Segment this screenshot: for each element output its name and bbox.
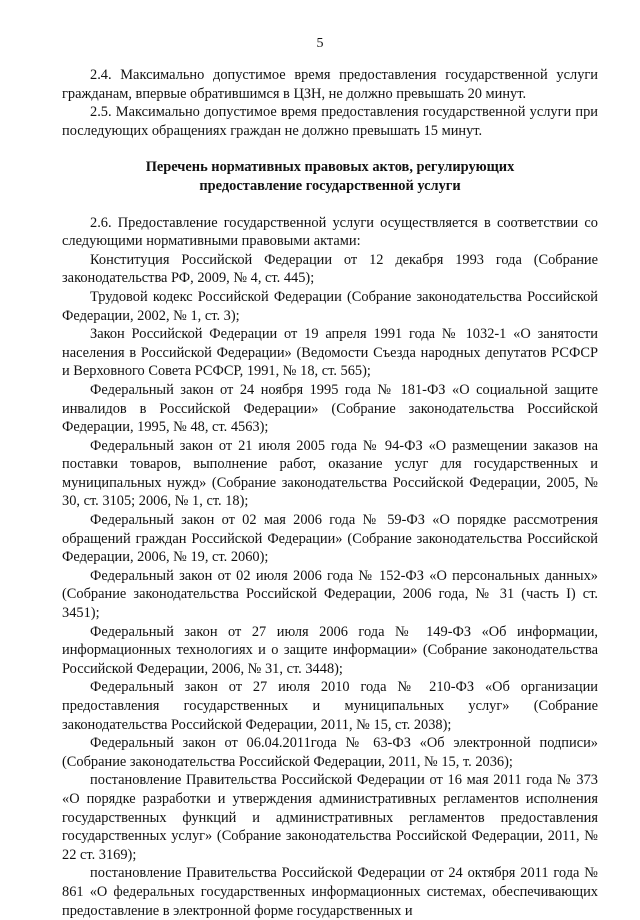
paragraph-2-4: 2.4. Максимально допустимое время предоставления государственной услуги гражданам, впервые обратившимся в ЦЗН, не должно превышать 20 минут.: [62, 67, 598, 102]
legal-act-information-law: Федеральный закон от 27 июля 2006 года № 149-ФЗ «Об информации, информационных технологиях и о защите информации» (Собрание законодательства Российской Федерации, 2006, № 31, ст. 3448);: [62, 623, 598, 677]
section-heading: [62, 158, 598, 195]
legal-act-citizen-appeals-law: Федеральный закон от 02 мая 2006 года № 59-ФЗ «О порядке рассмотрения обращений граждан Российской Федерации» (Собрание законодательства Российской Федерации, 2006, № 19, ст. 2060);: [62, 512, 598, 566]
page-number: 5: [316, 36, 324, 51]
legal-act-resolution-373: постановление Правительства Российской Федерации от 16 мая 2011 года № 373 «О порядке разработки и утверждения административных регламентов исполнения государственных функций и административных регламентов предоставления государственных услуг» (Собрание законодательства Российской Федерации, 2011, № 22 ст. 3169);: [62, 772, 598, 863]
document-body: [62, 66, 598, 920]
section-heading-line-2: предоставление государственной услуги: [199, 177, 461, 194]
legal-act-resolution-861: постановление Правительства Российской Федерации от 24 октября 2011 года № 861 «О федеральных государственных информационных системах, обеспечивающих предоставление в электронной форме государственных и: [62, 865, 598, 919]
legal-act-employment-law: Закон Российской Федерации от 19 апреля 1991 года № 1032-1 «О занятости населения в Российской Федерации» (Ведомости Съезда народных депутатов РСФСР и Верховного Совета РСФСР, 1991, № 18, ст. 565);: [62, 326, 598, 380]
legal-act-disability-law: Федеральный закон от 24 ноября 1995 года № 181-ФЗ «О социальной защите инвалидов в Российской Федерации» (Собрание законодательства Российской Федерации, 1995, № 48, ст. 4563);: [62, 381, 598, 436]
legal-act-procurement-law: Федеральный закон от 21 июля 2005 года № 94-ФЗ «О размещении заказов на поставки товаров, выполнение работ, оказание услуг для государственных и муниципальных нужд» (Собрание законодательства Российской Федерации, 2005, № 30, ст. 3105; 2006, № 1, ст. 18);: [62, 437, 598, 510]
section-heading-line-1: Перечень нормативных правовых актов, регулирующих: [145, 159, 515, 176]
paragraph-2-6: 2.6. Предоставление государственной услуги осуществляется в соответствии со следующими нормативными правовыми актами:: [62, 214, 598, 250]
paragraph-2-5: 2.5. Максимально допустимое время предоставления государственной услуги при последующих обращениях граждан не должно превышать 15 минут.: [62, 104, 598, 139]
legal-act-public-services-law: Федеральный закон от 27 июля 2010 года № 210-ФЗ «Об организации предоставления государственных и муниципальных услуг» (Собрание законодательства Российской Федерации, 2011, № 15, ст. 2038);: [62, 679, 598, 733]
legal-act-constitution: Конституция Российской Федерации от 12 декабря 1993 года (Собрание законодательства РФ, 2009, № 4, ст. 445);: [62, 251, 598, 287]
legal-act-personal-data-law: Федеральный закон от 02 июля 2006 года № 152-ФЗ «О персональных данных» (Собрание законодательства Российской Федерации, 2006 года, № 31 (часть I) ст. 3451);: [62, 567, 598, 622]
legal-act-labor-code: Трудовой кодекс Российской Федерации (Собрание законодательства Российской Федерации, 2002, № 1, ст. 3);: [62, 288, 598, 324]
legal-act-electronic-signature-law: Федеральный закон от 06.04.2011года № 63-ФЗ «Об электронной подписи» (Собрание законодательства Российской Федерации, 2011, № 15, т. 2036);: [62, 735, 598, 770]
